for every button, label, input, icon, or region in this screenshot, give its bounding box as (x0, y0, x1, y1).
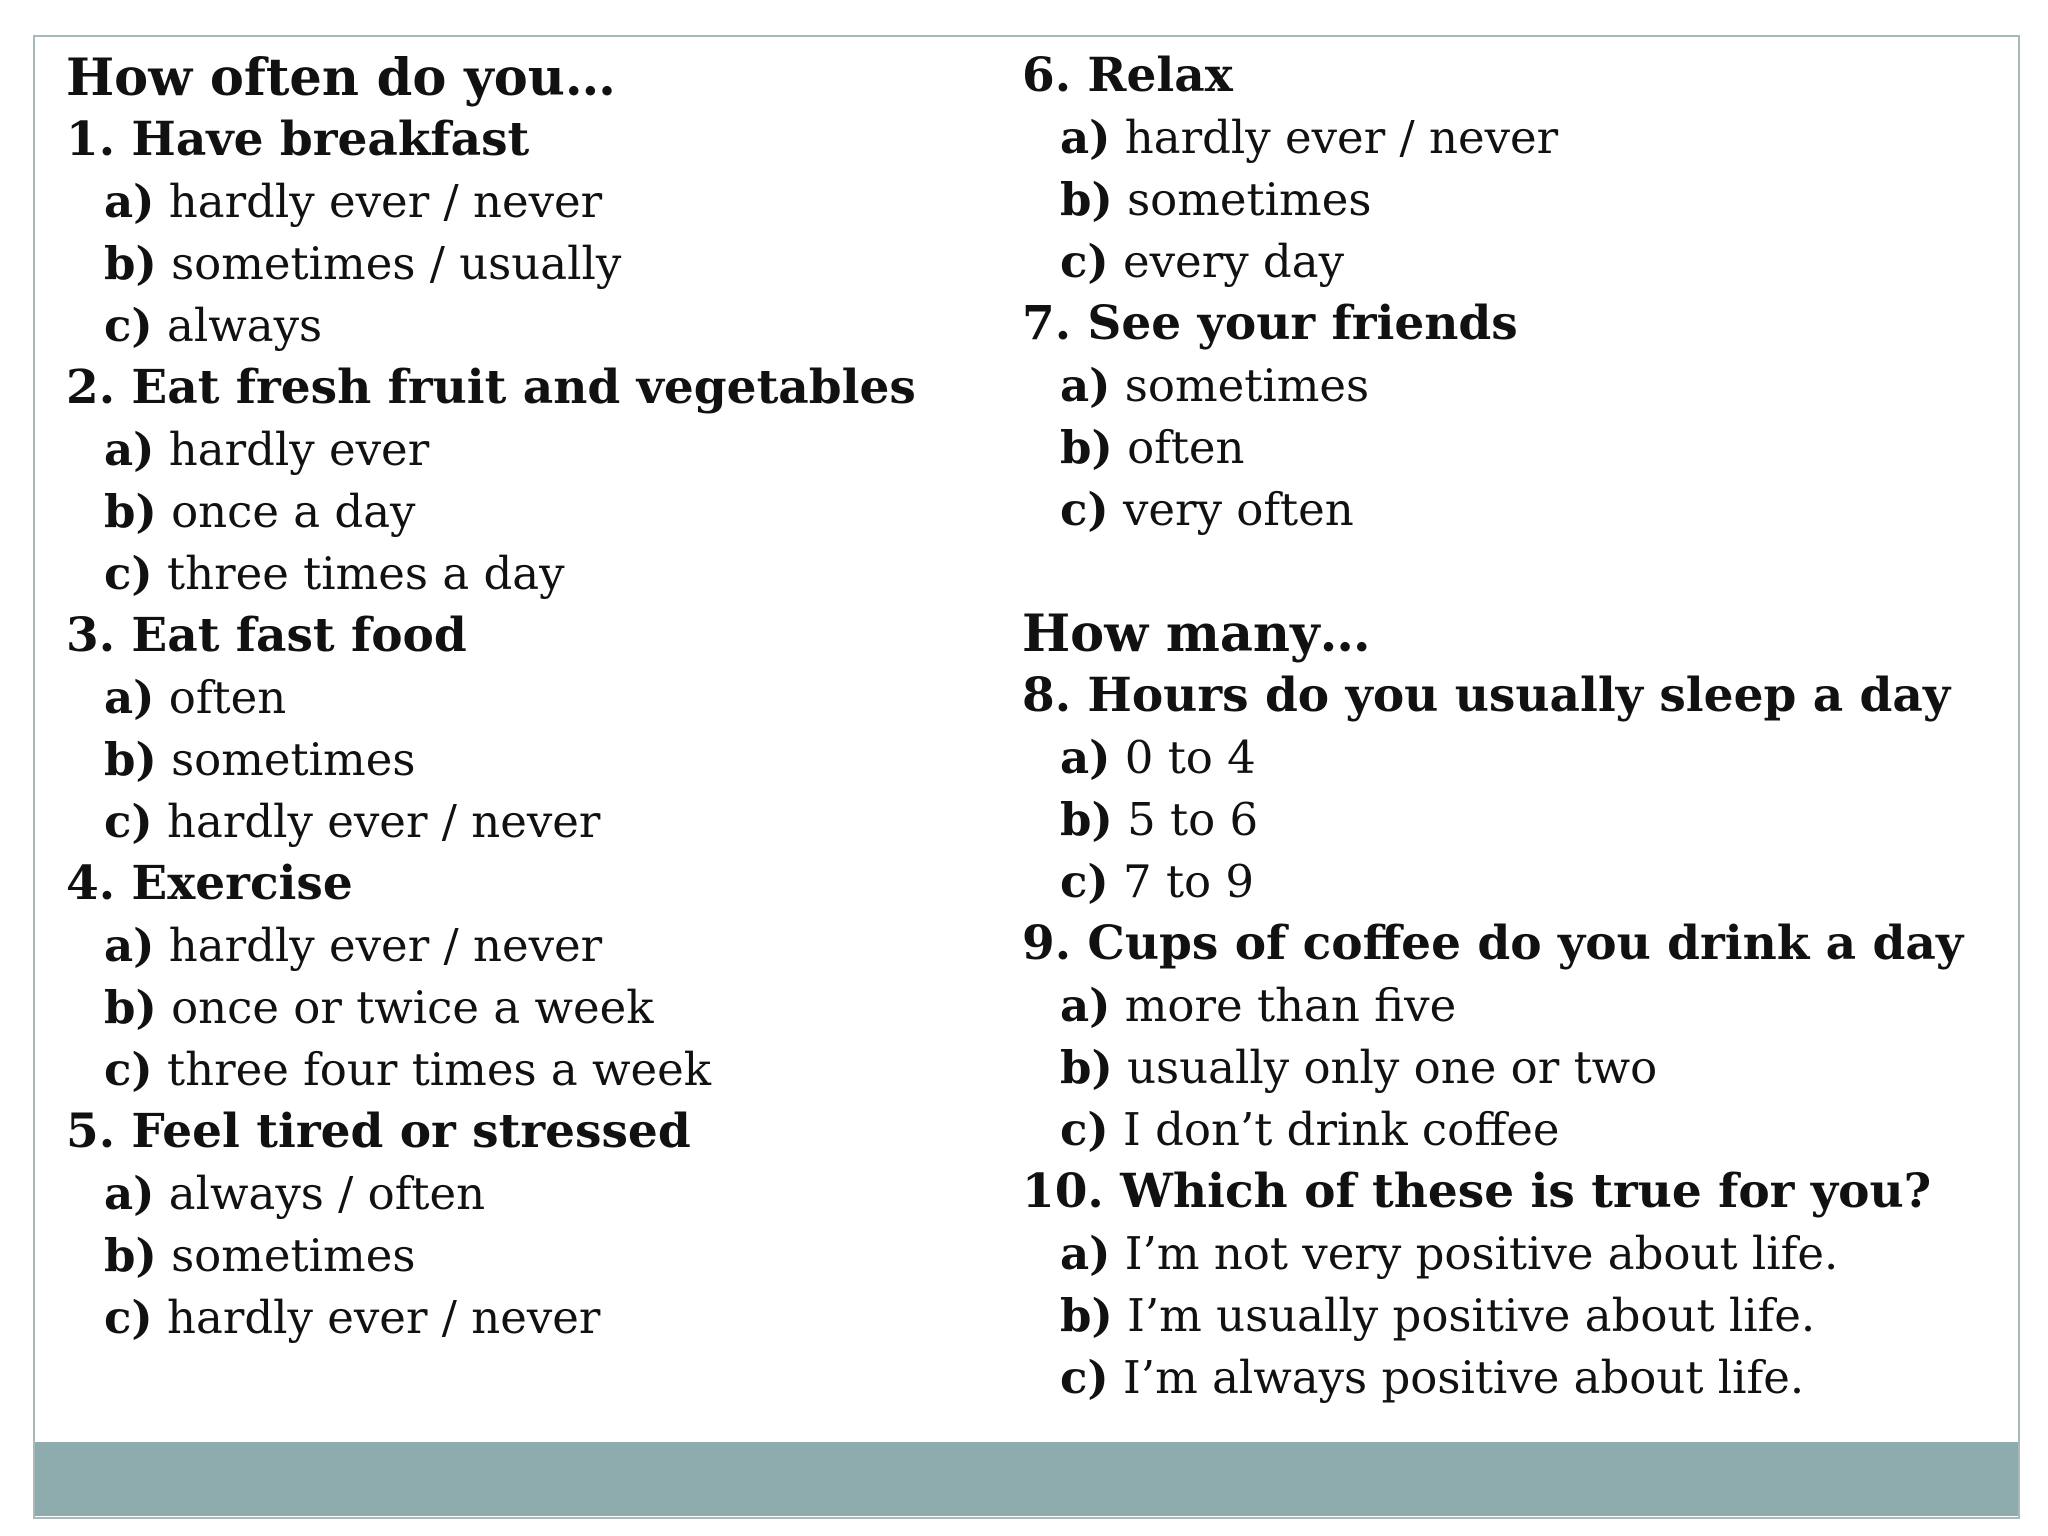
option-letter: b) (104, 1229, 157, 1282)
answer-option[interactable] (66, 171, 916, 233)
question-block (1022, 293, 1963, 541)
option-text: once a day (156, 485, 416, 538)
option-letter: b) (104, 981, 157, 1034)
answer-option[interactable] (1022, 231, 1963, 293)
option-text: sometimes (1112, 173, 1372, 226)
answer-option[interactable] (66, 1163, 916, 1225)
answer-option[interactable] (1022, 355, 1963, 417)
question-title: 6. Relax (1022, 48, 1233, 103)
answer-option[interactable] (66, 791, 916, 853)
answer-option[interactable] (1022, 1347, 1963, 1409)
option-letter: c) (104, 1043, 153, 1096)
question-block (1022, 913, 1963, 1161)
answer-option[interactable] (1022, 975, 1963, 1037)
option-text: 7 to 9 (1108, 855, 1255, 908)
option-text: always / often (154, 1167, 486, 1220)
option-text: hardly ever / never (1110, 111, 1559, 164)
question-title: 4. Exercise (66, 856, 353, 911)
option-letter: c) (1060, 1351, 1109, 1404)
option-letter: a) (1060, 111, 1111, 164)
answer-option[interactable] (1022, 1037, 1963, 1099)
question-block (66, 357, 916, 605)
answer-option[interactable] (66, 1039, 916, 1101)
footer-band (35, 1442, 2018, 1516)
answer-option[interactable] (1022, 107, 1963, 169)
option-text: 5 to 6 (1112, 793, 1259, 846)
answer-option[interactable] (1022, 1285, 1963, 1347)
option-text: often (1112, 421, 1245, 474)
option-letter: a) (104, 1167, 155, 1220)
answer-option[interactable] (66, 543, 916, 605)
right-column (1022, 45, 1963, 1409)
question-block (66, 605, 916, 853)
answer-option[interactable] (66, 481, 916, 543)
option-letter: b) (104, 733, 157, 786)
answer-option[interactable] (1022, 789, 1963, 851)
option-text: hardly ever (154, 423, 430, 476)
option-text: sometimes (1110, 359, 1370, 412)
question-title: 2. Eat fresh fruit and vegetables (66, 360, 916, 415)
option-letter: a) (1060, 979, 1111, 1032)
option-text: often (154, 671, 287, 724)
option-letter: c) (104, 299, 153, 352)
answer-option[interactable] (66, 667, 916, 729)
question-title: 1. Have breakfast (66, 112, 530, 167)
answer-option[interactable] (1022, 851, 1963, 913)
option-text: I’m always positive about life. (1108, 1351, 1805, 1404)
option-text: three four times a week (152, 1043, 712, 1096)
section-heading-how-many: How many… (1022, 604, 1371, 664)
option-text: three times a day (152, 547, 565, 600)
answer-option[interactable] (66, 1287, 916, 1349)
option-letter: c) (104, 547, 153, 600)
option-letter: a) (1060, 1227, 1111, 1280)
section-spacer (1022, 541, 1963, 603)
answer-option[interactable] (1022, 479, 1963, 541)
question-block (1022, 1161, 1963, 1409)
option-text: hardly ever / never (152, 1291, 601, 1344)
section-heading-how-often: How often do you… (66, 48, 616, 108)
answer-option[interactable] (1022, 727, 1963, 789)
option-letter: c) (1060, 483, 1109, 536)
question-title: 7. See your friends (1022, 296, 1518, 351)
option-letter: b) (1060, 173, 1113, 226)
option-text: hardly ever / never (154, 919, 603, 972)
option-text: hardly ever / never (152, 795, 601, 848)
option-text: very often (1108, 483, 1354, 536)
option-text: I don’t drink coffee (1108, 1103, 1560, 1156)
option-letter: c) (104, 795, 153, 848)
answer-option[interactable] (1022, 1223, 1963, 1285)
question-block (66, 853, 916, 1101)
question-block (66, 109, 916, 357)
question-block (1022, 45, 1963, 293)
question-block (66, 1101, 916, 1349)
question-title: 10. Which of these is true for you? (1022, 1164, 1932, 1219)
question-block (1022, 665, 1963, 913)
option-letter: c) (1060, 855, 1109, 908)
option-text: hardly ever / never (154, 175, 603, 228)
option-letter: b) (1060, 1041, 1113, 1094)
option-letter: c) (104, 1291, 153, 1344)
option-letter: a) (1060, 359, 1111, 412)
question-title: 5. Feel tired or stressed (66, 1104, 691, 1159)
answer-option[interactable] (66, 419, 916, 481)
option-text: always (152, 299, 323, 352)
option-letter: b) (1060, 1289, 1113, 1342)
answer-option[interactable] (66, 233, 916, 295)
option-letter: a) (1060, 731, 1111, 784)
option-letter: a) (104, 919, 155, 972)
option-text: sometimes (156, 733, 416, 786)
answer-option[interactable] (66, 1225, 916, 1287)
option-letter: b) (1060, 421, 1113, 474)
option-text: I’m usually positive about life. (1112, 1289, 1816, 1342)
option-letter: a) (104, 423, 155, 476)
answer-option[interactable] (66, 915, 916, 977)
option-text: sometimes / usually (156, 237, 622, 290)
answer-option[interactable] (66, 977, 916, 1039)
option-text: I’m not very positive about life. (1110, 1227, 1839, 1280)
option-text: every day (1108, 235, 1344, 288)
answer-option[interactable] (1022, 169, 1963, 231)
question-title: 3. Eat fast food (66, 608, 467, 663)
option-letter: a) (104, 671, 155, 724)
option-letter: b) (104, 485, 157, 538)
answer-option[interactable] (1022, 1099, 1963, 1161)
answer-option[interactable] (66, 295, 916, 357)
option-text: once or twice a week (156, 981, 654, 1034)
option-text: sometimes (156, 1229, 416, 1282)
answer-option[interactable] (66, 729, 916, 791)
option-letter: b) (104, 237, 157, 290)
option-letter: c) (1060, 235, 1109, 288)
option-letter: c) (1060, 1103, 1109, 1156)
question-title: 9. Cups of coffee do you drink a day (1022, 916, 1964, 971)
option-text: usually only one or two (1112, 1041, 1658, 1094)
option-letter: a) (104, 175, 155, 228)
left-column (66, 47, 916, 1349)
question-title: 8. Hours do you usually sleep a day (1022, 668, 1951, 723)
option-letter: b) (1060, 793, 1113, 846)
option-text: 0 to 4 (1110, 731, 1256, 784)
answer-option[interactable] (1022, 417, 1963, 479)
option-text: more than five (1110, 979, 1457, 1032)
